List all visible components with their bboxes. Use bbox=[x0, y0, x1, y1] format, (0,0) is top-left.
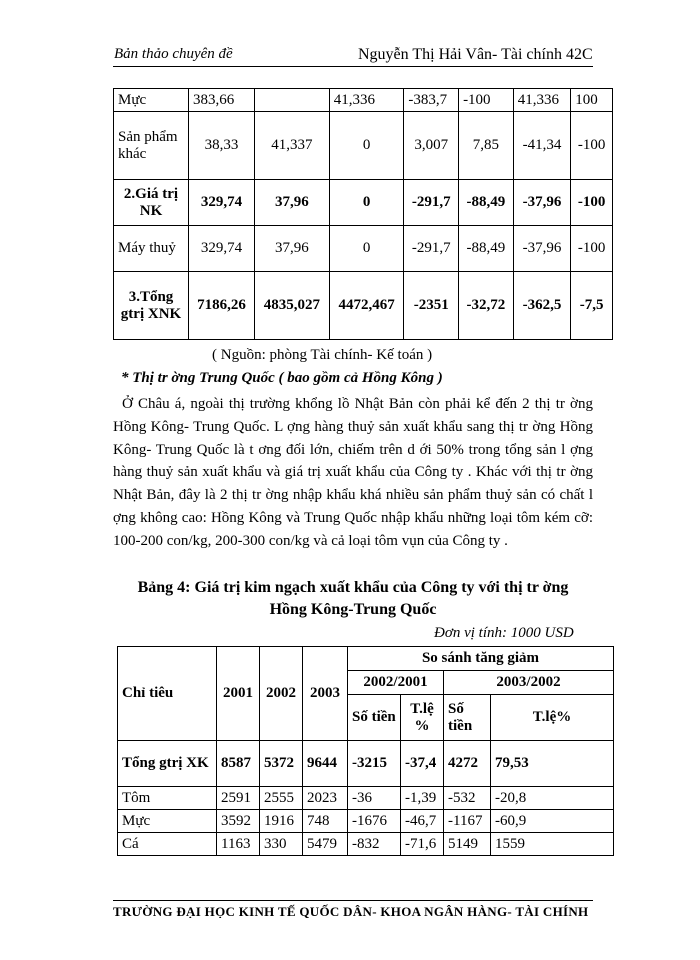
cell: -1,39 bbox=[401, 787, 444, 810]
cell: 3592 bbox=[217, 810, 260, 833]
cell: -88,49 bbox=[459, 180, 514, 226]
row-label: 2.Giá trị NK bbox=[114, 180, 189, 226]
cell: 41,336 bbox=[329, 89, 404, 112]
cell: 5479 bbox=[303, 833, 348, 856]
cell: 8587 bbox=[217, 741, 260, 787]
header-so-tien: Số tiền bbox=[348, 695, 401, 741]
cell: -100 bbox=[571, 112, 613, 180]
cell: 383,66 bbox=[189, 89, 255, 112]
cell: 100 bbox=[571, 89, 613, 112]
cell: -383,7 bbox=[404, 89, 459, 112]
table-row bbox=[118, 833, 614, 856]
cell: 4835,027 bbox=[255, 272, 330, 340]
cell: 2555 bbox=[260, 787, 303, 810]
header-left: Bản thảo chuyên đề bbox=[114, 46, 233, 62]
row-label: Cá bbox=[118, 833, 217, 856]
row-label: Mực bbox=[114, 89, 189, 112]
cell: 0 bbox=[329, 180, 404, 226]
hongkong-china-table bbox=[117, 646, 614, 856]
cell: -46,7 bbox=[401, 810, 444, 833]
header-2003: 2003 bbox=[303, 647, 348, 741]
header-2001: 2001 bbox=[217, 647, 260, 741]
cell: -291,7 bbox=[404, 180, 459, 226]
cell: 4472,467 bbox=[329, 272, 404, 340]
cell: 329,74 bbox=[189, 226, 255, 272]
table-row bbox=[114, 112, 613, 180]
source-note: ( Nguồn: phòng Tài chính- Kế toán ) bbox=[212, 347, 433, 363]
cell: -100 bbox=[571, 180, 613, 226]
cell: -37,96 bbox=[513, 180, 571, 226]
header-so-tien-2: Số tiền bbox=[444, 695, 491, 741]
footer-text: TRƯỜNG ĐẠI HỌC KINH TẾ QUỐC DÂN- KHOA NGÂN HÀNG- TÀI CHÍNH bbox=[113, 904, 589, 918]
table-header-row bbox=[118, 647, 614, 671]
cell: 1163 bbox=[217, 833, 260, 856]
header-compare: So sánh tăng giảm bbox=[348, 647, 614, 671]
cell: 1916 bbox=[260, 810, 303, 833]
cell: 3,007 bbox=[404, 112, 459, 180]
cell: -100 bbox=[571, 226, 613, 272]
cell: -362,5 bbox=[513, 272, 571, 340]
header-right: Nguyễn Thị Hải Vân- Tài chính 42C bbox=[358, 46, 593, 63]
cell bbox=[255, 89, 330, 112]
cell: 41,336 bbox=[513, 89, 571, 112]
cell: 7186,26 bbox=[189, 272, 255, 340]
cell: 41,337 bbox=[255, 112, 330, 180]
cell: -88,49 bbox=[459, 226, 514, 272]
row-label: Tổng gtrị XK bbox=[118, 741, 217, 787]
cell: -2351 bbox=[404, 272, 459, 340]
cell: -71,6 bbox=[401, 833, 444, 856]
row-label: Tôm bbox=[118, 787, 217, 810]
cell: -291,7 bbox=[404, 226, 459, 272]
export-import-table bbox=[113, 88, 613, 340]
cell: -60,9 bbox=[491, 810, 614, 833]
unit-note: Đơn vị tính: 1000 USD bbox=[434, 625, 574, 641]
cell: 0 bbox=[329, 112, 404, 180]
cell: -41,34 bbox=[513, 112, 571, 180]
cell: 5149 bbox=[444, 833, 491, 856]
header-divider bbox=[113, 66, 593, 67]
cell: -3215 bbox=[348, 741, 401, 787]
row-label: 3.Tổng gtrị XNK bbox=[114, 272, 189, 340]
paragraph-text: Ở Châu á, ngoài thị trường khổng lồ Nhật Bản còn phải kể đến 2 thị tr ờng Hồng Kông- Trung Quốc. L ợng hàng thuỷ sản xuất khẩu sang thị tr ờng Hồng Kông- Trung Quốc là t ơng đối lớn, chiếm trên d ới 50% trong tổng sản l ợng hàng thuỷ sản xuất khẩu và giá trị xuất khẩu của Công ty . Khác với thị tr ờng Nhật Bản, đây là 2 thị tr ờng nhập khẩu khá nhiều sản phẩm thuỷ sản có chất l ợng không cao: Hồng Kông và Trung Quốc nhập khẩu những loại tôm kém cỡ: 100-200 con/kg, 200-300 con/kg và cả loại tôm vụn của Công ty . bbox=[113, 396, 593, 549]
table-title-line2: Hồng Kông-Trung Quốc bbox=[269, 601, 437, 618]
table-row bbox=[118, 741, 614, 787]
cell: 329,74 bbox=[189, 180, 255, 226]
cell: -1676 bbox=[348, 810, 401, 833]
header-2003-2002: 2003/2002 bbox=[444, 671, 614, 695]
cell: 4272 bbox=[444, 741, 491, 787]
cell: 38,33 bbox=[189, 112, 255, 180]
cell: -32,72 bbox=[459, 272, 514, 340]
cell: -7,5 bbox=[571, 272, 613, 340]
table-title-line1: Bảng 4: Giá trị kim ngạch xuất khẩu của Công ty với thị tr ờng bbox=[137, 579, 569, 596]
cell: -20,8 bbox=[491, 787, 614, 810]
cell: 2023 bbox=[303, 787, 348, 810]
cell: 7,85 bbox=[459, 112, 514, 180]
cell: 37,96 bbox=[255, 226, 330, 272]
header-tle: T.lệ % bbox=[401, 695, 444, 741]
cell: 79,53 bbox=[491, 741, 614, 787]
cell: 0 bbox=[329, 226, 404, 272]
cell: 2591 bbox=[217, 787, 260, 810]
cell: 1559 bbox=[491, 833, 614, 856]
cell: 37,96 bbox=[255, 180, 330, 226]
cell: -100 bbox=[459, 89, 514, 112]
market-heading: * Thị tr ờng Trung Quốc ( bao gồm cả Hồng Kông ) bbox=[121, 370, 443, 386]
cell: 748 bbox=[303, 810, 348, 833]
cell: -1167 bbox=[444, 810, 491, 833]
cell: -36 bbox=[348, 787, 401, 810]
footer-divider bbox=[113, 900, 593, 901]
header-2002: 2002 bbox=[260, 647, 303, 741]
cell: 5372 bbox=[260, 741, 303, 787]
table-row bbox=[118, 810, 614, 833]
header-chi-tieu: Chỉ tiêu bbox=[118, 647, 217, 741]
table-row bbox=[114, 89, 613, 112]
cell: -532 bbox=[444, 787, 491, 810]
table-row bbox=[118, 787, 614, 810]
cell: -37,4 bbox=[401, 741, 444, 787]
row-label: Máy thuỷ bbox=[114, 226, 189, 272]
body-paragraph bbox=[113, 393, 593, 553]
row-label: Sản phẩm khác bbox=[114, 112, 189, 180]
cell: 330 bbox=[260, 833, 303, 856]
header-2002-2001: 2002/2001 bbox=[348, 671, 444, 695]
cell: -37,96 bbox=[513, 226, 571, 272]
table-row bbox=[114, 180, 613, 226]
cell: 9644 bbox=[303, 741, 348, 787]
table-row bbox=[114, 226, 613, 272]
row-label: Mực bbox=[118, 810, 217, 833]
header-tle-2: T.lệ% bbox=[491, 695, 614, 741]
cell: -832 bbox=[348, 833, 401, 856]
table-row bbox=[114, 272, 613, 340]
